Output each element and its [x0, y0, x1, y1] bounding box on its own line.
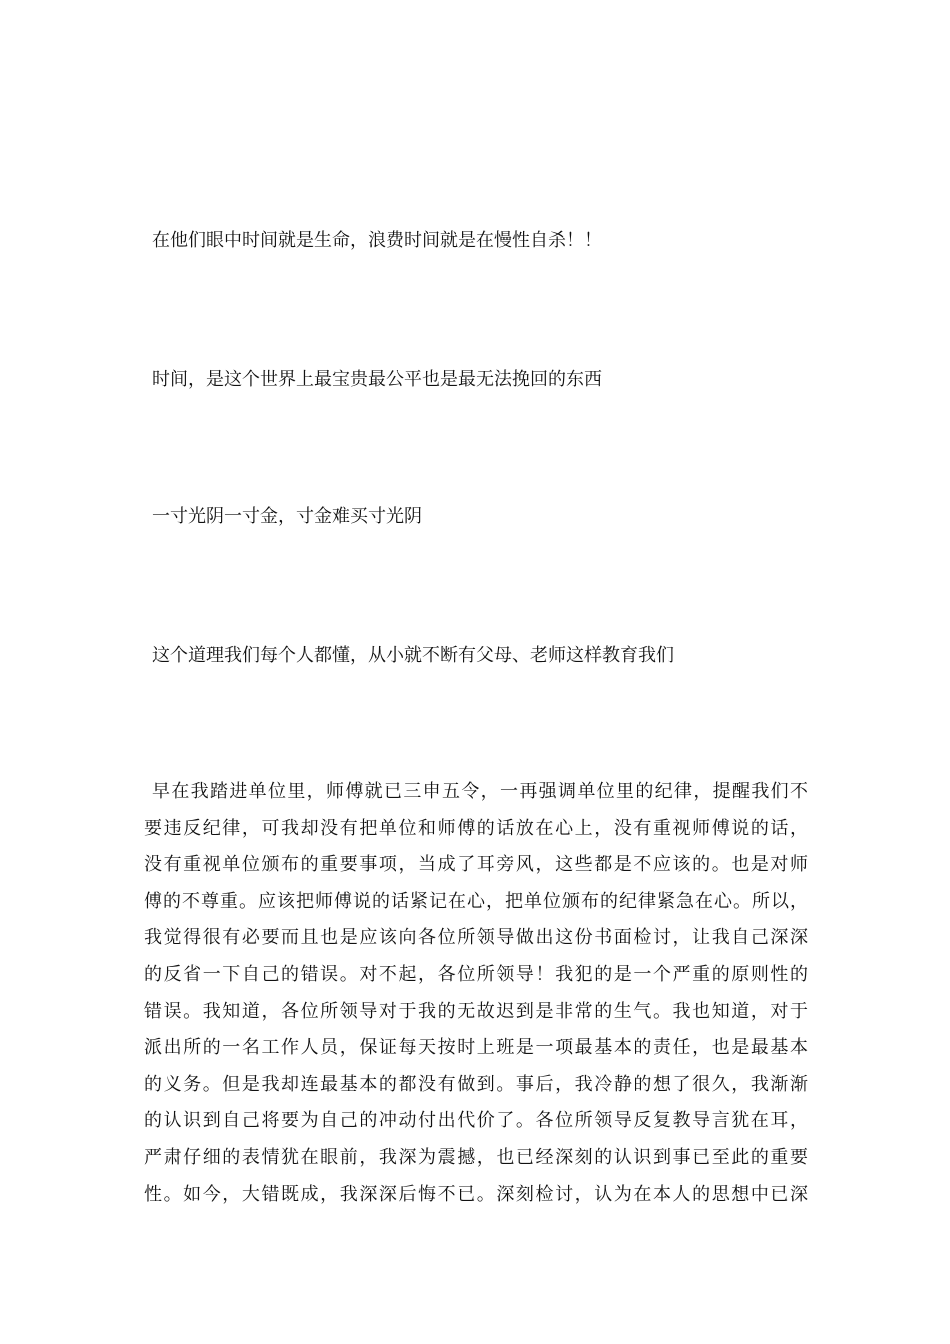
paragraph-line: 早在我踏进单位里，师傅就已三申五令，一再强调单位里的纪律，提醒我们不 [152, 781, 808, 802]
text-line-3: 一寸光阴一寸金，寸金难买寸光阴 [152, 506, 422, 527]
paragraph-line: 性。如今，大错既成，我深深后悔不已。深刻检讨，认为在本人的思想中已深 [144, 1183, 808, 1205]
paragraph-line: 的认识到自己将要为自己的冲动付出代价了。各位所领导反复教导言犹在耳， [144, 1110, 808, 1132]
paragraph-line: 严肃仔细的表情犹在眼前，我深为震撼，也已经深刻的认识到事已至此的重要 [144, 1146, 808, 1168]
text-line-4: 这个道理我们每个人都懂，从小就不断有父母、老师这样教育我们 [152, 645, 674, 666]
paragraph-line: 的义务。但是我却连最基本的都没有做到。事后，我冷静的想了很久，我渐渐 [144, 1073, 808, 1095]
paragraph-line: 傅的不尊重。应该把师傅说的话紧记在心，把单位颁布的纪律紧急在心。所以， [144, 890, 808, 912]
paragraph-line: 错误。我知道，各位所领导对于我的无故迟到是非常的生气。我也知道，对于 [144, 1000, 808, 1022]
paragraph-line: 要违反纪律，可我却没有把单位和师傅的话放在心上，没有重视师傅说的话， [144, 817, 808, 839]
paragraph-line: 没有重视单位颁布的重要事项，当成了耳旁风，这些都是不应该的。也是对师 [144, 854, 808, 876]
text-line-2: 时间，是这个世界上最宝贵最公平也是最无法挽回的东西 [152, 369, 602, 390]
paragraph-line: 我觉得很有必要而且也是应该向各位所领导做出这份书面检讨，让我自己深深 [144, 927, 808, 949]
paragraph-line: 的反省一下自己的错误。对不起，各位所领导！我犯的是一个严重的原则性的 [144, 963, 808, 985]
text-line-1: 在他们眼中时间就是生命，浪费时间就是在慢性自杀！！ [152, 230, 602, 251]
body-paragraph [144, 780, 808, 1219]
paragraph-line: 派出所的一名工作人员，保证每天按时上班是一项最基本的责任，也是最基本 [144, 1037, 808, 1059]
